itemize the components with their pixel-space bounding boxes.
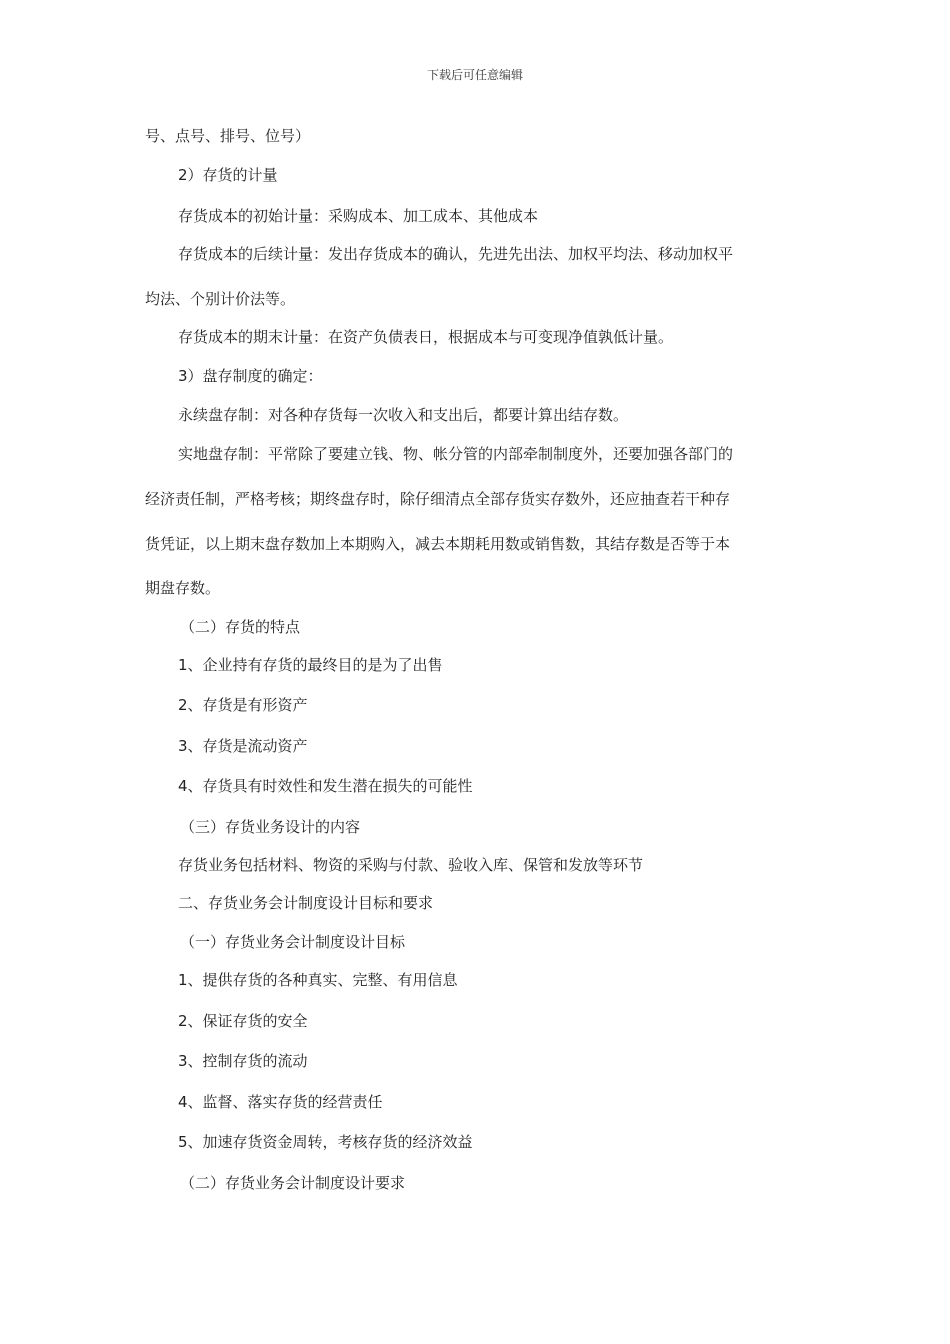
list-item: 4、监督、落实存货的经营责任	[178, 1093, 383, 1111]
list-item: 3、控制存货的流动	[178, 1052, 308, 1070]
text-line: 经济责任制，严格考核；期终盘存时，除仔细清点全部存货实存数外，还应抽查若干种存	[145, 490, 731, 508]
list-item: 4、存货具有时效性和发生潜在损失的可能性	[178, 777, 473, 795]
text-line: 期盘存数。	[145, 579, 221, 597]
list-item: 2、存货是有形资产	[178, 696, 308, 714]
text-line: 永续盘存制：对各种存货每一次收入和支出后，都要计算出结存数。	[178, 406, 629, 424]
section-heading: （三）存货业务设计的内容	[180, 818, 361, 836]
text-line: 存货业务包括材料、物资的采购与付款、验收入库、保管和发放等环节	[178, 856, 644, 874]
text-line: 均法、个别计价法等。	[145, 290, 296, 308]
text-line: 货凭证，以上期末盘存数加上本期购入，减去本期耗用数或销售数，其结存数是否等于本	[145, 535, 731, 553]
list-item: 1、提供存货的各种真实、完整、有用信息	[178, 971, 458, 989]
section-heading: （一）存货业务会计制度设计目标	[180, 933, 406, 951]
text-line: 号、点号、排号、位号）	[145, 127, 311, 145]
text-line: 2）存货的计量	[178, 166, 278, 184]
text-line: 存货成本的期末计量：在资产负债表日，根据成本与可变现净值孰低计量。	[178, 328, 674, 346]
section-heading: （二）存货业务会计制度设计要求	[180, 1174, 406, 1192]
text-line: 3）盘存制度的确定：	[178, 367, 323, 385]
section-heading: 二、存货业务会计制度设计目标和要求	[178, 894, 434, 912]
text-line: 存货成本的初始计量：采购成本、加工成本、其他成本	[178, 207, 539, 225]
list-item: 1、企业持有存货的最终目的是为了出售	[178, 656, 443, 674]
section-heading: （二）存货的特点	[180, 618, 301, 636]
text-line: 存货成本的后续计量：发出存货成本的确认，先进先出法、加权平均法、移动加权平	[178, 245, 734, 263]
list-item: 5、加速存货资金周转，考核存货的经济效益	[178, 1133, 473, 1151]
list-item: 3、存货是流动资产	[178, 737, 308, 755]
list-item: 2、保证存货的安全	[178, 1012, 308, 1030]
page-header: 下载后可任意编辑	[426, 68, 523, 82]
text-line: 实地盘存制：平常除了要建立钱、物、帐分管的内部牵制制度外，还要加强各部门的	[178, 445, 734, 463]
